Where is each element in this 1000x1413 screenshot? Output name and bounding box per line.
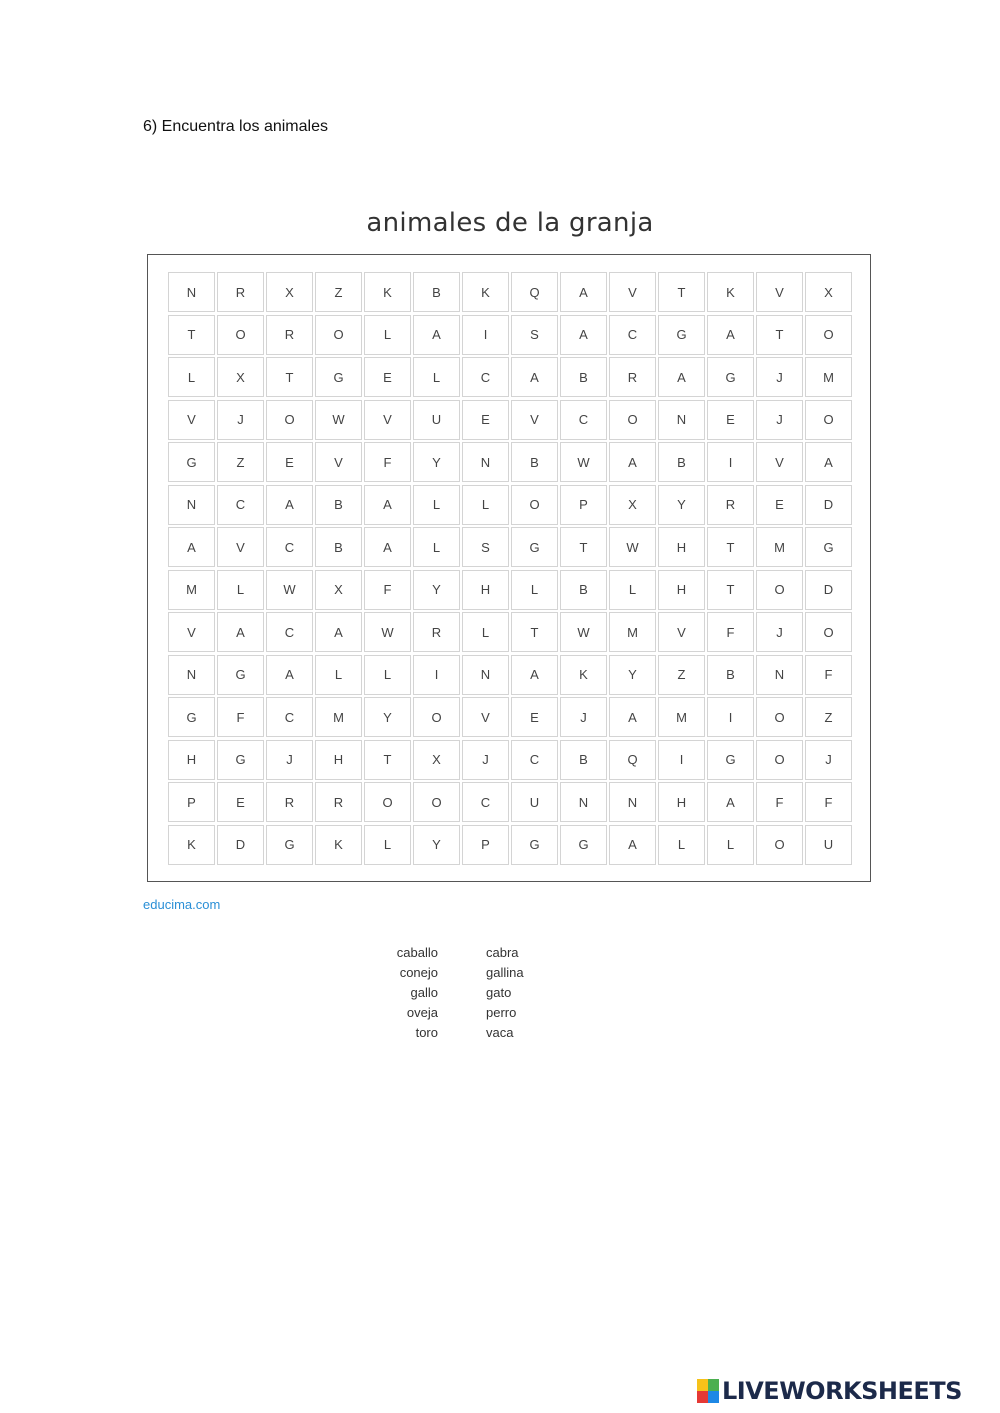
grid-cell[interactable]: J (462, 740, 509, 780)
grid-cell[interactable]: Y (364, 697, 411, 737)
grid-cell[interactable]: G (168, 442, 215, 482)
grid-cell[interactable]: J (756, 612, 803, 652)
grid-cell[interactable]: N (168, 485, 215, 525)
grid-cell[interactable]: E (364, 357, 411, 397)
grid-cell[interactable]: F (217, 697, 264, 737)
grid-cell[interactable]: Y (658, 485, 705, 525)
grid-cell[interactable]: L (511, 570, 558, 610)
grid-cell[interactable]: P (560, 485, 607, 525)
grid-cell[interactable]: M (658, 697, 705, 737)
grid-cell[interactable]: A (511, 357, 558, 397)
grid-cell[interactable]: I (413, 655, 460, 695)
grid-cell[interactable]: D (805, 485, 852, 525)
grid-cell[interactable]: V (168, 612, 215, 652)
grid-cell[interactable]: C (462, 357, 509, 397)
grid-cell[interactable]: J (217, 400, 264, 440)
grid-cell[interactable]: N (462, 655, 509, 695)
grid-cell[interactable]: T (756, 315, 803, 355)
brand-name: LIVEWORKSHEETS (722, 1377, 962, 1405)
grid-cell[interactable]: O (364, 782, 411, 822)
grid-cell[interactable]: J (756, 357, 803, 397)
grid-cell[interactable]: K (560, 655, 607, 695)
grid-cell[interactable]: G (217, 740, 264, 780)
grid-cell[interactable]: H (462, 570, 509, 610)
grid-cell[interactable]: G (511, 825, 558, 865)
word-search-grid (168, 272, 852, 865)
grid-cell[interactable]: L (168, 357, 215, 397)
grid-cell[interactable]: B (658, 442, 705, 482)
grid-cell[interactable]: V (168, 400, 215, 440)
grid-cell[interactable]: A (707, 782, 754, 822)
logo-square (697, 1379, 708, 1391)
grid-cell[interactable]: Z (658, 655, 705, 695)
grid-cell[interactable]: L (609, 570, 656, 610)
grid-cell[interactable]: A (609, 697, 656, 737)
grid-cell[interactable]: A (217, 612, 264, 652)
grid-cell[interactable]: L (707, 825, 754, 865)
grid-cell[interactable]: E (511, 697, 558, 737)
grid-cell[interactable]: L (217, 570, 264, 610)
grid-cell[interactable]: K (315, 825, 362, 865)
grid-cell[interactable]: V (658, 612, 705, 652)
grid-cell[interactable]: B (315, 485, 362, 525)
grid-cell[interactable]: K (364, 272, 411, 312)
grid-cell[interactable]: Z (315, 272, 362, 312)
word-item: cabra (486, 945, 519, 960)
grid-cell[interactable]: G (707, 740, 754, 780)
grid-cell[interactable]: V (609, 272, 656, 312)
word-item: oveja (406, 1005, 438, 1020)
grid-cell[interactable]: X (805, 272, 852, 312)
grid-cell[interactable]: U (413, 400, 460, 440)
grid-cell[interactable]: C (266, 612, 313, 652)
grid-cell[interactable]: B (413, 272, 460, 312)
grid-cell[interactable]: G (168, 697, 215, 737)
grid-cell[interactable]: U (805, 825, 852, 865)
grid-cell[interactable]: R (266, 315, 313, 355)
grid-cell[interactable]: B (511, 442, 558, 482)
exercise-instruction: 6) Encuentra los animales (143, 118, 328, 135)
source-link[interactable]: educima.com (143, 897, 221, 912)
word-item: toro (415, 1025, 438, 1040)
grid-cell[interactable]: N (462, 442, 509, 482)
logo-square (708, 1379, 719, 1391)
grid-cell[interactable]: J (756, 400, 803, 440)
grid-cell[interactable]: R (266, 782, 313, 822)
grid-cell[interactable]: G (658, 315, 705, 355)
grid-cell[interactable]: A (266, 485, 313, 525)
grid-cell[interactable]: A (707, 315, 754, 355)
grid-cell[interactable]: C (266, 527, 313, 567)
grid-cell[interactable]: G (560, 825, 607, 865)
grid-cell[interactable]: P (462, 825, 509, 865)
grid-cell[interactable]: J (560, 697, 607, 737)
grid-cell[interactable]: R (315, 782, 362, 822)
grid-cell[interactable]: T (266, 357, 313, 397)
grid-cell[interactable]: O (413, 697, 460, 737)
grid-cell[interactable]: A (658, 357, 705, 397)
word-list-right (486, 943, 524, 1043)
grid-cell[interactable]: L (315, 655, 362, 695)
grid-cell[interactable]: X (315, 570, 362, 610)
grid-cell[interactable]: W (560, 442, 607, 482)
logo-square (708, 1391, 719, 1403)
grid-cell[interactable]: L (413, 527, 460, 567)
grid-cell[interactable]: O (805, 612, 852, 652)
grid-cell[interactable]: V (364, 400, 411, 440)
grid-cell[interactable]: F (364, 570, 411, 610)
grid-cell[interactable]: L (413, 357, 460, 397)
grid-cell[interactable]: T (658, 272, 705, 312)
grid-cell[interactable]: N (168, 272, 215, 312)
grid-cell[interactable]: B (707, 655, 754, 695)
grid-cell[interactable]: Y (609, 655, 656, 695)
grid-cell[interactable]: Y (413, 570, 460, 610)
grid-cell[interactable]: W (315, 400, 362, 440)
grid-cell[interactable]: X (217, 357, 264, 397)
grid-cell[interactable]: L (364, 315, 411, 355)
grid-cell[interactable]: J (266, 740, 313, 780)
grid-cell[interactable]: O (756, 570, 803, 610)
grid-cell[interactable]: H (658, 782, 705, 822)
grid-cell[interactable]: A (511, 655, 558, 695)
grid-cell[interactable]: Y (413, 442, 460, 482)
grid-cell[interactable]: A (364, 485, 411, 525)
grid-cell[interactable]: Y (413, 825, 460, 865)
grid-cell[interactable]: K (707, 272, 754, 312)
word-item: conejo (399, 965, 438, 980)
grid-cell[interactable]: H (315, 740, 362, 780)
grid-cell[interactable]: V (462, 697, 509, 737)
grid-cell[interactable]: F (364, 442, 411, 482)
grid-cell[interactable]: A (560, 315, 607, 355)
grid-cell[interactable]: C (511, 740, 558, 780)
grid-cell[interactable]: O (511, 485, 558, 525)
logo-square (697, 1391, 708, 1403)
grid-cell[interactable]: I (707, 442, 754, 482)
grid-cell[interactable]: E (217, 782, 264, 822)
grid-cell[interactable]: O (756, 740, 803, 780)
grid-cell[interactable]: V (217, 527, 264, 567)
liveworksheets-logo-icon (697, 1379, 719, 1403)
grid-cell[interactable]: G (217, 655, 264, 695)
grid-cell[interactable]: T (168, 315, 215, 355)
grid-cell[interactable]: B (560, 740, 607, 780)
grid-cell[interactable]: V (511, 400, 558, 440)
grid-cell[interactable]: E (756, 485, 803, 525)
grid-cell[interactable]: L (364, 655, 411, 695)
grid-cell[interactable]: X (609, 485, 656, 525)
grid-cell[interactable]: W (364, 612, 411, 652)
grid-cell[interactable]: X (266, 272, 313, 312)
grid-cell[interactable]: O (609, 400, 656, 440)
grid-cell[interactable]: D (217, 825, 264, 865)
grid-cell[interactable]: C (609, 315, 656, 355)
grid-cell[interactable]: W (609, 527, 656, 567)
grid-cell[interactable]: C (462, 782, 509, 822)
grid-cell[interactable]: M (168, 570, 215, 610)
grid-cell[interactable]: S (462, 527, 509, 567)
grid-cell[interactable]: Q (609, 740, 656, 780)
grid-cell[interactable]: O (315, 315, 362, 355)
grid-cell[interactable]: M (756, 527, 803, 567)
grid-cell[interactable]: A (413, 315, 460, 355)
grid-cell[interactable]: K (168, 825, 215, 865)
grid-cell[interactable]: H (658, 527, 705, 567)
grid-cell[interactable]: G (315, 357, 362, 397)
grid-cell[interactable]: Z (805, 697, 852, 737)
grid-cell[interactable]: T (364, 740, 411, 780)
grid-cell[interactable]: G (266, 825, 313, 865)
grid-cell[interactable]: L (462, 485, 509, 525)
grid-cell[interactable]: O (805, 400, 852, 440)
word-item: gato (486, 985, 512, 1000)
grid-cell[interactable]: N (168, 655, 215, 695)
grid-cell[interactable]: O (756, 697, 803, 737)
grid-cell[interactable]: V (315, 442, 362, 482)
grid-cell[interactable]: T (560, 527, 607, 567)
grid-cell[interactable]: G (511, 527, 558, 567)
grid-cell[interactable]: F (756, 782, 803, 822)
grid-cell[interactable]: G (707, 357, 754, 397)
grid-cell[interactable]: A (805, 442, 852, 482)
grid-cell[interactable]: I (462, 315, 509, 355)
grid-cell[interactable]: B (560, 357, 607, 397)
grid-cell[interactable]: R (217, 272, 264, 312)
grid-cell[interactable]: T (511, 612, 558, 652)
grid-cell[interactable]: O (805, 315, 852, 355)
grid-cell[interactable]: C (266, 697, 313, 737)
grid-cell[interactable]: O (756, 825, 803, 865)
grid-cell[interactable]: B (560, 570, 607, 610)
grid-cell[interactable]: N (609, 782, 656, 822)
word-item: perro (486, 1005, 517, 1020)
grid-cell[interactable]: M (609, 612, 656, 652)
grid-cell[interactable]: H (658, 570, 705, 610)
grid-cell[interactable]: V (756, 272, 803, 312)
grid-cell[interactable]: N (560, 782, 607, 822)
grid-cell[interactable]: L (462, 612, 509, 652)
grid-cell[interactable]: I (707, 697, 754, 737)
puzzle-title: animales de la granja (366, 208, 654, 238)
grid-cell[interactable]: A (315, 612, 362, 652)
grid-cell[interactable]: X (413, 740, 460, 780)
grid-cell[interactable]: A (609, 442, 656, 482)
word-list-left (360, 943, 438, 1043)
grid-cell[interactable]: E (462, 400, 509, 440)
grid-cell[interactable]: J (805, 740, 852, 780)
word-item: caballo (396, 945, 438, 960)
grid-cell[interactable]: W (560, 612, 607, 652)
grid-cell[interactable]: F (805, 782, 852, 822)
grid-cell[interactable]: U (511, 782, 558, 822)
grid-cell[interactable]: R (707, 485, 754, 525)
liveworksheets-brand (697, 1377, 962, 1405)
grid-cell[interactable]: L (364, 825, 411, 865)
grid-cell[interactable]: M (315, 697, 362, 737)
grid-cell[interactable]: D (805, 570, 852, 610)
grid-cell[interactable]: L (658, 825, 705, 865)
grid-cell[interactable]: H (168, 740, 215, 780)
grid-cell[interactable]: Q (511, 272, 558, 312)
word-item: vaca (486, 1025, 514, 1040)
grid-cell[interactable]: O (217, 315, 264, 355)
grid-cell[interactable]: P (168, 782, 215, 822)
grid-cell[interactable]: A (560, 272, 607, 312)
grid-cell[interactable]: A (364, 527, 411, 567)
grid-cell[interactable]: R (413, 612, 460, 652)
grid-cell[interactable]: O (266, 400, 313, 440)
grid-cell[interactable]: A (266, 655, 313, 695)
grid-cell[interactable]: A (609, 825, 656, 865)
grid-cell[interactable]: G (805, 527, 852, 567)
grid-cell[interactable]: I (658, 740, 705, 780)
grid-cell[interactable]: B (315, 527, 362, 567)
grid-cell[interactable]: T (707, 527, 754, 567)
grid-cell[interactable]: A (168, 527, 215, 567)
grid-cell[interactable]: V (756, 442, 803, 482)
word-item: gallina (486, 965, 524, 980)
grid-cell[interactable]: Z (217, 442, 264, 482)
grid-cell[interactable]: E (707, 400, 754, 440)
grid-cell[interactable]: N (658, 400, 705, 440)
grid-cell[interactable]: C (217, 485, 264, 525)
grid-cell[interactable]: W (266, 570, 313, 610)
grid-cell[interactable]: E (266, 442, 313, 482)
grid-cell[interactable]: K (462, 272, 509, 312)
grid-cell[interactable]: O (413, 782, 460, 822)
grid-cell[interactable]: N (756, 655, 803, 695)
grid-cell[interactable]: F (805, 655, 852, 695)
grid-cell[interactable]: L (413, 485, 460, 525)
grid-cell[interactable]: S (511, 315, 558, 355)
word-item: gallo (410, 985, 438, 1000)
grid-cell[interactable]: R (609, 357, 656, 397)
grid-cell[interactable]: M (805, 357, 852, 397)
grid-cell[interactable]: C (560, 400, 607, 440)
grid-cell[interactable]: F (707, 612, 754, 652)
grid-cell[interactable]: T (707, 570, 754, 610)
